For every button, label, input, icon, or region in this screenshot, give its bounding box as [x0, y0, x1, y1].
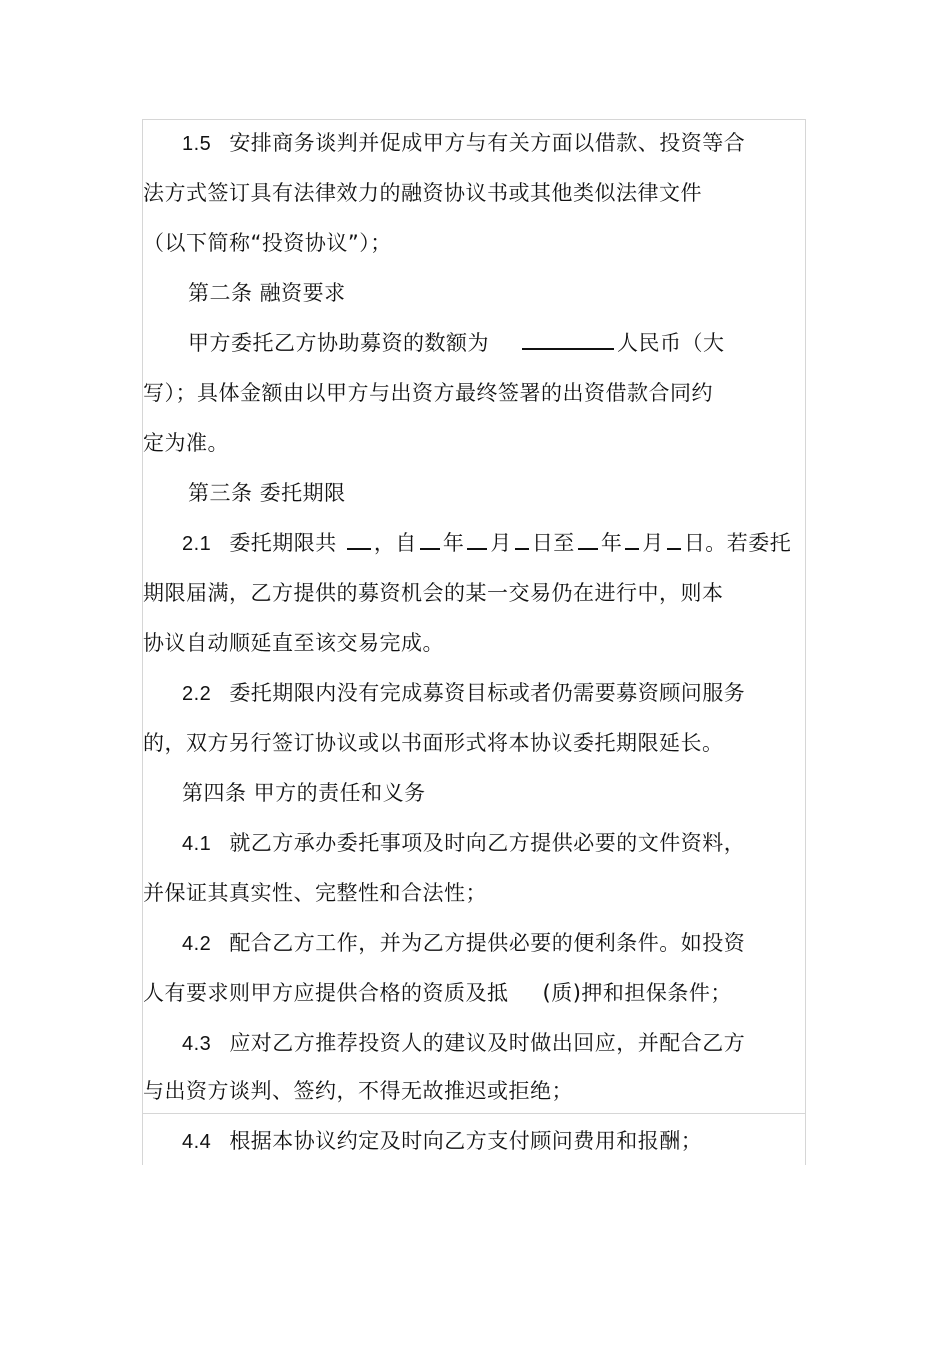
article-3-heading: 第三条 委托期限 — [188, 481, 346, 505]
clause-number: 1.5 — [182, 133, 212, 155]
clause-2-2-line-2: 的，双方另行签订协议或以书面形式将本协议委托期限延长。 — [143, 731, 724, 755]
text: ，自 — [373, 531, 417, 555]
article-2-line-1 — [188, 329, 725, 357]
clause-text: 就乙方承办委托事项及时向乙方提供必要的文件资料， — [229, 831, 746, 855]
day-blank — [515, 530, 529, 550]
period-blank — [347, 530, 371, 550]
month-blank — [467, 530, 487, 550]
clause-2-2-line-1 — [182, 679, 745, 708]
article-2-line-2: 写）；具体金额由以甲方与出资方最终签署的出资借款合同约 — [143, 381, 713, 405]
text: 甲方委托乙方协助募资的数额为 — [188, 331, 489, 355]
month-blank — [625, 530, 639, 550]
amount-blank — [522, 330, 614, 350]
clause-number: 4.3 — [182, 1033, 212, 1055]
day-blank — [667, 530, 681, 550]
year-blank — [578, 530, 598, 550]
article-2-heading: 第二条 融资要求 — [188, 281, 346, 305]
clause-text: 应对乙方推荐投资人的建议及时做出回应，并配合乙方 — [229, 1031, 746, 1055]
article-2-line-3: 定为准。 — [143, 431, 229, 455]
clause-text: 委托期限内没有完成募资目标或者仍需要募资顾问服务 — [229, 681, 746, 705]
page-frame — [142, 119, 806, 1113]
clause-text: 配合乙方工作，并为乙方提供必要的便利条件。如投资 — [229, 931, 746, 955]
clause-number: 4.1 — [182, 833, 212, 855]
clause-4-2-line-1 — [182, 929, 745, 958]
clause-4-3-line-1 — [182, 1029, 745, 1058]
clause-1-5-line-3: （以下简称“投资协议”）； — [143, 231, 392, 255]
clause-4-3-line-2: 与出资方谈判、签约，不得无故推迟或拒绝； — [143, 1079, 573, 1103]
text: 人民币（大 — [617, 331, 725, 355]
clause-4-1-line-1 — [182, 829, 745, 858]
clause-2-1-line-1: 2.1 委托期限共 ，自 年 月 日至 年 月 日。若委托 — [182, 529, 791, 558]
text: 委托期限共 — [229, 531, 337, 555]
year-blank — [420, 530, 440, 550]
clause-4-4-line-1 — [182, 1127, 702, 1156]
clause-2-1-line-3: 协议自动顺延直至该交易完成。 — [143, 631, 444, 655]
clause-2-1-line-2: 期限届满，乙方提供的募资机会的某一交易仍在进行中，则本 — [143, 581, 724, 605]
article-4-heading: 第四条 甲方的责任和义务 — [182, 781, 426, 805]
clause-1-5-line-2: 法方式签订具有法律效力的融资协议书或其他类似法律文件 — [143, 181, 702, 205]
clause-number: 2.1 — [182, 533, 212, 555]
clause-1-5-line-1 — [182, 129, 745, 158]
clause-4-2-line-2: 人有要求则甲方应提供合格的资质及抵 (质)押和担保条件； — [143, 981, 732, 1005]
clause-number: 4.4 — [182, 1131, 212, 1153]
clause-number: 4.2 — [182, 933, 212, 955]
clause-text: 安排商务谈判并促成甲方与有关方面以借款、投资等合 — [229, 131, 746, 155]
clause-number: 2.2 — [182, 683, 212, 705]
clause-4-1-line-2: 并保证其真实性、完整性和合法性； — [143, 881, 487, 905]
clause-text: 根据本协议约定及时向乙方支付顾问费用和报酬； — [229, 1129, 703, 1153]
